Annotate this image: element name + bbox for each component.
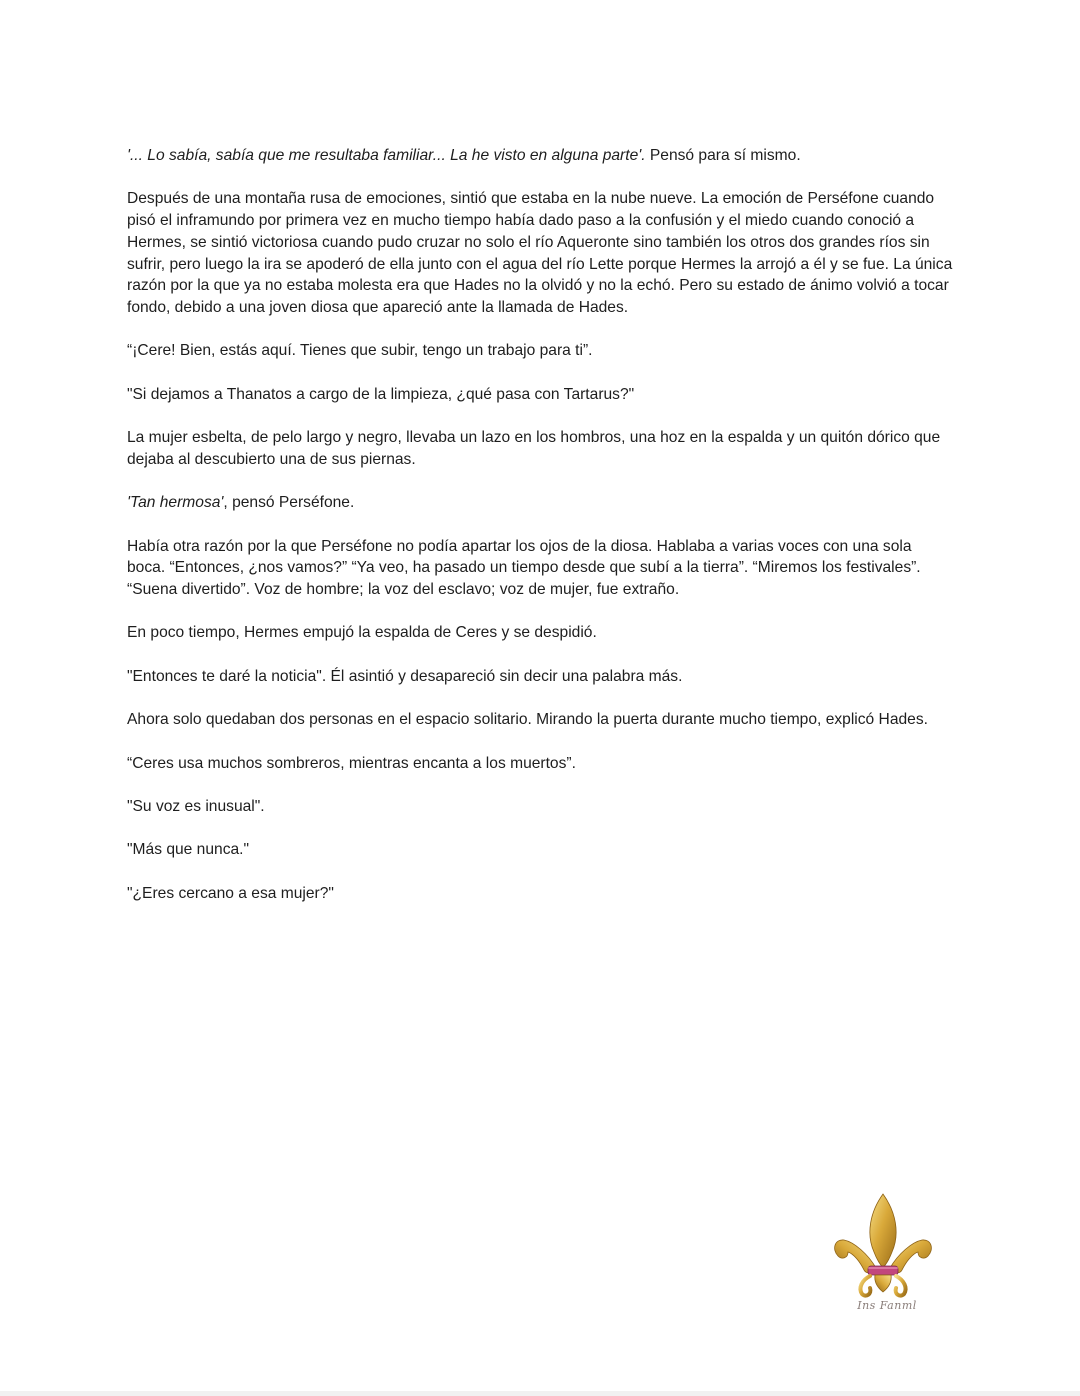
- paragraph-2: Después de una montaña rusa de emociones, sintió que estaba en la nube nueve. La emoción de Perséfone cuando pisó el inframundo por primera vez en mucho tiempo había dado paso a la confusión y el miedo cuando conoció a Hermes, se sintió victoriosa cuando pudo cruzar no solo el río Aqueronte sino también los otros dos grandes ríos sin sufrir, pero luego la ira se apoderó de ella junto con el agua del río Lette porque Hermes la arrojó a él y se fue. La única razón por la que ya no estaba molesta era que Hades no la olvidó y no la echó. Pero su estado de ánimo volvió a tocar fondo, debido a una joven diosa que apareció ante la llamada de Hades.: [127, 190, 953, 316]
- paragraph-9: "Entonces te daré la noticia". Él asintió y desapareció sin decir una palabra más.: [127, 667, 683, 685]
- paragraph-3: “¡Cere! Bien, estás aquí. Tienes que subir, tengo un trabajo para ti”.: [127, 342, 593, 360]
- italic-thought: '... Lo sabía, sabía que me resultaba familiar... La he visto en alguna parte'.: [127, 147, 646, 164]
- page-bottom-edge: [0, 1391, 1080, 1396]
- paragraph-8: En poco tiempo, Hermes empujó la espalda de Ceres y se despidió.: [127, 624, 597, 642]
- paragraph-4: "Si dejamos a Thanatos a cargo de la limpieza, ¿qué pasa con Tartarus?": [127, 385, 635, 403]
- paragraph-5: La mujer esbelta, de pelo largo y negro, llevaba un lazo en los hombros, una hoz en la espalda y un quitón dórico que dejaba al descubierto una de sus piernas.: [127, 429, 941, 468]
- paragraph-text: , pensó Perséfone.: [223, 494, 355, 512]
- paragraph-11: “Ceres usa muchos sombreros, mientras encanta a los muertos”.: [127, 754, 576, 772]
- italic-thought: 'Tan hermosa': [127, 494, 224, 512]
- paragraph-text: Pensó para sí mismo.: [645, 147, 801, 164]
- document-body: [127, 145, 953, 926]
- paragraph-10: Ahora solo quedaban dos personas en el espacio solitario. Mirando la puerta durante mucho tiempo, explicó Hades.: [127, 711, 928, 729]
- paragraph-14: "¿Eres cercano a esa mujer?": [127, 884, 334, 902]
- paragraph-12: "Su voz es inusual".: [127, 797, 265, 815]
- signature-watermark: Ins Fanml: [857, 1299, 917, 1312]
- paragraph-13: "Más que nunca.": [127, 841, 250, 859]
- paragraph-6: [127, 492, 953, 514]
- paragraph-1: [127, 145, 953, 167]
- paragraph-7: Había otra razón por la que Perséfone no podía apartar los ojos de la diosa. Hablaba a varias voces con una sola boca. “Entonces, ¿nos vamos?” “Ya veo, ha pasado un tiempo desde que subí a la tierra”. “Miremos los festivales”. “Suena divertido”. Voz de hombre; la voz del esclavo; voz de mujer, fue extraño.: [127, 537, 921, 598]
